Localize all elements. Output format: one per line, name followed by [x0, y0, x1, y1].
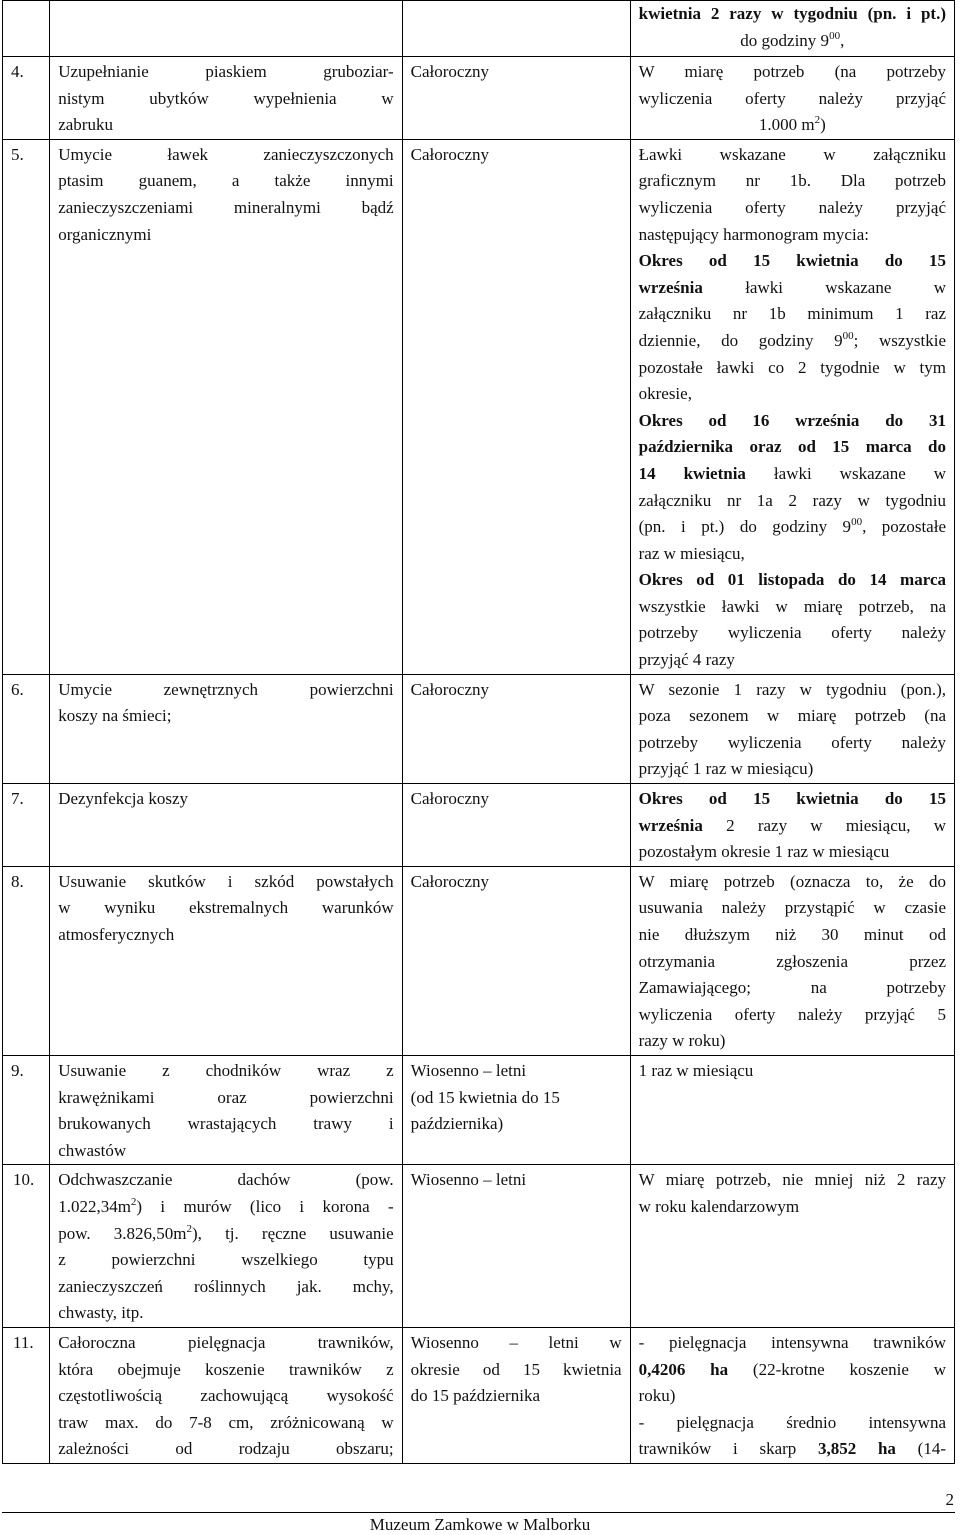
season: [402, 1, 630, 57]
task-text: 1.022,34m: [58, 1196, 131, 1216]
season-text: Całoroczny: [410, 789, 490, 809]
season: [402, 57, 630, 140]
table-row: [3, 1327, 955, 1463]
frequency: W miarę potrzeb (na potrzeby wyliczenia oferty należy przyjąć 1.000 $m^2$): [630, 57, 954, 140]
task-line: krawężnikami oraz powierzchni: [58, 1087, 394, 1107]
freq-line: - pielęgnacja intensywna trawników: [638, 1332, 946, 1352]
freq-text: września: [638, 815, 703, 835]
row-number: 5.: [3, 139, 50, 674]
freq-line: poza sezonem w miarę potrzeb (na: [638, 706, 946, 726]
freq-line: pozostałe ławki co 2 tygodnie w tym: [638, 357, 946, 377]
frequency: [630, 139, 954, 674]
freq-line: następujący harmonogram mycia:: [638, 224, 869, 244]
frequency: [630, 1165, 954, 1328]
season-text: Całoroczny: [410, 144, 490, 164]
row-number: 10.: [3, 1165, 50, 1328]
season-text: Wiosenno – letni w: [410, 1332, 622, 1352]
freq-text: 2 razy w miesiącu, w: [726, 815, 947, 835]
task-line: Dezynfekcja koszy: [58, 789, 188, 809]
task-line: zanieczyszczeń roślinnych jak. mchy,: [58, 1276, 394, 1296]
freq-line: Zamawiającego; na potrzeby: [638, 978, 946, 998]
task-name: [50, 57, 402, 140]
freq-line: Okres od 15 kwietnia do 15: [638, 251, 946, 271]
row-number: 9.: [3, 1055, 50, 1164]
freq-text: ławki wskazane w: [773, 463, 947, 483]
freq-line: otrzymania zgłoszenia przez: [638, 951, 946, 971]
freq-text: ; wszystkie: [853, 330, 946, 350]
task-name: [50, 674, 402, 783]
season-text: Wiosenno – letni: [410, 1170, 527, 1190]
frequency: [630, 866, 954, 1055]
freq-text: , pozostałe: [862, 517, 946, 537]
freq-line: potrzeby wyliczenia oferty należy: [638, 623, 946, 643]
freq-line: wyliczenia oferty należy przyjąć 5: [638, 1004, 946, 1024]
superscript: 2: [130, 1195, 137, 1208]
freq-text: do godziny 9: [740, 30, 830, 50]
season-text: Całoroczny: [410, 62, 490, 81]
freq-line: przyjąć 4 razy: [638, 650, 735, 670]
task-line: atmosferycznych: [58, 925, 175, 944]
season-text: Całoroczny: [410, 679, 490, 699]
task-name: [50, 1165, 402, 1328]
freq-line: W miarę potrzeb (oznacza to, że do: [638, 871, 946, 891]
schedule-table: [2, 0, 955, 1464]
season: [402, 1327, 630, 1463]
freq-line: października oraz od 15 marca do: [638, 437, 946, 457]
season-text: Całoroczny: [410, 871, 490, 891]
row-number: 11.: [3, 1327, 50, 1463]
frequency: [630, 784, 954, 867]
season: [402, 674, 630, 783]
freq-line: Okres od 01 listopada do 14 marca: [638, 570, 946, 590]
footer-divider: [2, 1512, 955, 1513]
task-line: organicznymi: [58, 224, 152, 244]
freq-line: W sezonie 1 razy w tygodniu (pon.),: [638, 679, 946, 699]
task-line: ptasim guanem, a także innymi: [58, 171, 394, 191]
season: [402, 1165, 630, 1328]
page-number: 2: [945, 1490, 954, 1509]
task-text: pow. 3.826,50m: [58, 1223, 187, 1243]
freq-text: trawników i skarp: [638, 1439, 797, 1459]
freq-text: września: [638, 277, 703, 297]
freq-line: - pielęgnacja średnio intensywna: [638, 1412, 946, 1432]
task-text: ), tj. ręczne usuwanie: [192, 1223, 394, 1243]
task-name: [50, 1055, 402, 1164]
task-line: brukowanych wrastających trawy i: [58, 1114, 394, 1134]
freq-line: razy w roku): [638, 1031, 726, 1051]
freq-line: załączniku nr 1b minimum 1 raz: [638, 304, 946, 324]
freq-line: W miarę potrzeb, nie mniej niż 2 razy: [638, 1170, 946, 1190]
row-number: 8.: [3, 866, 50, 1055]
season: [402, 1055, 630, 1164]
superscript: 00: [842, 329, 854, 342]
task-line: z powierzchni wszelkiego typu: [58, 1250, 394, 1270]
table-row: [3, 784, 955, 867]
task-line: w wyniku ekstremalnych warunków: [58, 898, 394, 918]
freq-line: załączniku nr 1a 2 razy w tygodniu: [638, 490, 946, 510]
task-line: nistym ubytków wypełnienia w: [58, 88, 394, 108]
table-row: [3, 866, 955, 1055]
freq-text: 0,4206 ha: [638, 1359, 729, 1379]
task-line: chwasty, itp.: [58, 1303, 144, 1323]
freq-text: (14-: [917, 1439, 946, 1459]
table-row: [3, 57, 955, 140]
task-line: Odchwaszczanie dachów (pow.: [58, 1170, 394, 1190]
task-line: Umycie zewnętrznych powierzchni: [58, 679, 394, 699]
task-name: [50, 784, 402, 867]
task-name: [50, 866, 402, 1055]
superscript: 2: [814, 114, 821, 127]
task-line: częstotliwością zachowującą wysokość: [58, 1386, 394, 1406]
task-line: Całoroczna pielęgnacja trawników,: [58, 1332, 394, 1352]
freq-text: (pn. i pt.) do godziny 9: [638, 517, 852, 537]
freq-line: 1 raz w miesiącu: [638, 1060, 754, 1080]
footer-text: Muzeum Zamkowe w Malborku: [369, 1515, 591, 1534]
freq-text: 3,852 ha: [818, 1439, 896, 1459]
season-text: października): [410, 1114, 504, 1134]
freq-line: wszystkie ławki w miarę potrzeb, na: [638, 596, 946, 616]
freq-line: potrzeby wyliczenia oferty należy: [638, 732, 946, 752]
freq-line: w roku kalendarzowym: [638, 1196, 800, 1216]
freq-line: graficznym nr 1b. Dla potrzeb: [638, 171, 946, 191]
freq-line: 1.000 m: [758, 115, 815, 135]
frequency: kwietnia 2 razy w tygodniu (pn. i pt.) do godziny $9^{00}$,: [630, 1, 954, 57]
freq-text: ławki wskazane w: [745, 277, 947, 297]
season-text: (od 15 kwietnia do 15: [410, 1087, 560, 1107]
freq-line: przyjąć 1 raz w miesiącu): [638, 759, 814, 779]
freq-line: Ławki wskazane w załączniku: [638, 144, 946, 164]
freq-line: Okres od 16 września do 31: [638, 410, 946, 430]
freq-text: 14 kwietnia: [638, 463, 746, 483]
task-line: która obejmuje koszenie trawników z: [58, 1359, 394, 1379]
task-line: Uzupełnianie piaskiem gruboziar-: [58, 62, 394, 81]
task-line: zależności od rodzaju obszaru;: [58, 1439, 394, 1459]
season-text: Wiosenno – letni: [410, 1060, 527, 1080]
table-row: [3, 1055, 955, 1164]
superscript: 00: [851, 516, 863, 529]
table-row: [3, 1, 955, 57]
task-line: traw max. do 7-8 cm, zróżnicowaną w: [58, 1412, 394, 1432]
season: [402, 784, 630, 867]
frequency: [630, 1055, 954, 1164]
season-text: okresie od 15 kwietnia: [410, 1359, 622, 1379]
task-name: [50, 1327, 402, 1463]
task-name: [50, 1, 402, 57]
row-number: 6.: [3, 674, 50, 783]
freq-line: okresie,: [638, 384, 692, 404]
row-number: [3, 1, 50, 57]
freq-text: dziennie, do godziny 9: [638, 330, 843, 350]
freq-line: W miarę potrzeb (na potrzeby: [638, 62, 946, 81]
task-line: Usuwanie z chodników wraz z: [58, 1060, 394, 1080]
freq-line: usuwania należy przystąpić w czasie: [638, 898, 946, 918]
frequency: [630, 674, 954, 783]
table-row: [3, 674, 955, 783]
freq-line: wyliczenia oferty należy przyjąć: [638, 88, 946, 108]
freq-text: kwietnia 2 razy w tygodniu (pn. i pt.): [638, 4, 946, 23]
table-row: [3, 1165, 955, 1328]
task-line: zanieczyszczeniami mineralnymi bądź: [58, 197, 394, 217]
freq-line: wyliczenia oferty należy przyjąć: [638, 197, 946, 217]
table-row: [3, 139, 955, 674]
freq-line: pozostałym okresie 1 raz w miesiącu: [638, 842, 890, 862]
freq-line: nie dłuższym niż 30 minut od: [638, 925, 946, 944]
task-text: ) i murów (lico i korona -: [136, 1196, 394, 1216]
freq-text: (22-krotne koszenie w: [752, 1359, 946, 1379]
task-name: [50, 139, 402, 674]
task-line: zabruku: [58, 115, 113, 135]
row-number: 7.: [3, 784, 50, 867]
freq-line: raz w miesiącu,: [638, 543, 745, 563]
frequency: [630, 1327, 954, 1463]
season: [402, 139, 630, 674]
freq-line: roku): [638, 1386, 676, 1406]
row-number: 4.: [3, 57, 50, 140]
task-line: Umycie ławek zanieczyszczonych: [58, 144, 394, 164]
task-line: koszy na śmieci;: [58, 706, 172, 726]
season: [402, 866, 630, 1055]
task-line: Usuwanie skutków i szkód powstałych: [58, 871, 394, 891]
freq-line: Okres od 15 kwietnia do 15: [638, 789, 946, 809]
superscript: 00: [829, 29, 841, 42]
task-line: chwastów: [58, 1140, 127, 1160]
season-text: do 15 października: [410, 1386, 540, 1406]
superscript: 2: [186, 1222, 192, 1235]
